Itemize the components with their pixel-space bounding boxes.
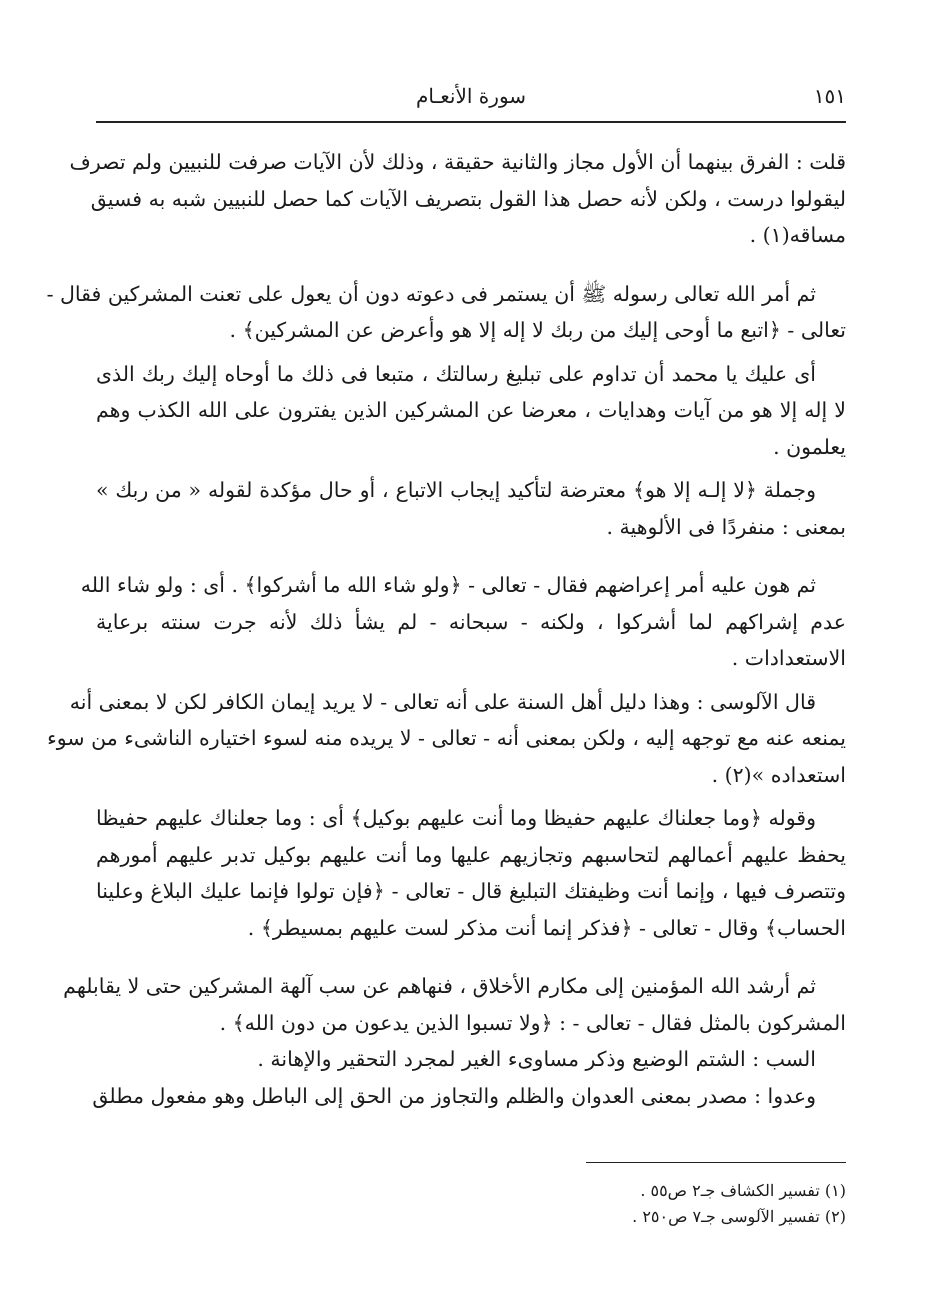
paragraph bbox=[96, 472, 846, 545]
text-line: قال الآلوسى : وهذا دليل أهل السنة على أنه تعالى - لا يريد إيمان الكافر لكن لا بمعنى أنه bbox=[69, 689, 816, 714]
page-number: ١٥١ bbox=[813, 84, 846, 108]
text-line: وعدوا : مصدر بمعنى العدوان والظلم والتجاوز من الحق إلى الباطل وهو مفعول مطلق bbox=[92, 1083, 816, 1108]
body-text bbox=[46, 144, 846, 1114]
footnote: (٢) تفسير الآلوسى جـ٧ ص٢٥٠ . bbox=[632, 1207, 846, 1226]
text-line: وقوله ﴿وما جعلناك عليهم حفيظا وما أنت عليهم بوكيل﴾ أى : وما جعلناك عليهم حفيظا bbox=[96, 806, 816, 830]
paragraph bbox=[96, 1041, 846, 1078]
text-line: ثم أرشد الله المؤمنين إلى مكارم الأخلاق ، فنهاهم عن سب آلهة المشركين حتى لا يقابلهم bbox=[63, 974, 816, 998]
footnote-divider bbox=[586, 1162, 846, 1163]
footnote: (١) تفسير الكشاف جـ٢ ص٥٥ . bbox=[640, 1181, 846, 1200]
text-line: قلت : الفرق بينهما أن الأول مجاز والثانية حقيقة ، وذلك لأن الآيات صرفت للنبيين ولم تصرف bbox=[69, 150, 846, 174]
text-line: تعالى - ﴿اتبع ما أوحى إليك من ربك لا إله إلا هو وأعرض عن المشركين﴾ . bbox=[229, 318, 846, 342]
paragraph bbox=[96, 356, 846, 466]
paragraph bbox=[96, 800, 846, 946]
text-line: مساقه(١) . bbox=[749, 223, 846, 247]
text-line: وجملة ﴿لا إلـه إلا هو﴾ معترضة لتأكيد إيجاب الاتباع ، أو حال مؤكدة لقوله « من ربك » bbox=[96, 478, 816, 502]
text-line: لا إله إلا هو من آيات وهدايات ، معرضا عن المشركين الذين يفترون على الله الكذب وهم bbox=[96, 398, 846, 422]
footnotes bbox=[632, 1178, 846, 1230]
text-line: ليقولوا درست ، ولكن لأنه حصل هذا القول بتصريف الآيات كما حصل للنبيين شبه به فسيق bbox=[90, 186, 846, 211]
text-line: الاستعدادات . bbox=[731, 646, 846, 670]
text-line: عدم إشراكهم لما أشركوا ، ولكنه - سبحانه - لم يشأ ذلك لأنه جرت سنته برعاية bbox=[96, 609, 846, 634]
text-line: بمعنى : منفردًا فى الألوهية . bbox=[606, 514, 846, 539]
text-line: وتتصرف فيها ، وإنما أنت وظيفتك التبليغ قال - تعالى - ﴿فإن تولوا فإنما عليك البلاغ وعلينا bbox=[96, 879, 846, 903]
paragraph bbox=[46, 276, 846, 349]
text-line: يحفظ عليهم أعمالهم لتحاسبهم وتجازيهم عليها وما أنت عليهم بوكيل تدبر عليهم أمورهم bbox=[96, 842, 846, 867]
paragraph bbox=[80, 567, 846, 677]
header-divider bbox=[96, 121, 846, 123]
paragraph bbox=[63, 968, 846, 1041]
page-header bbox=[96, 70, 846, 112]
text-line: ثم هون عليه أمر إعراضهم فقال - تعالى - ﴿ولو شاء الله ما أشركوا﴾ . أى : ولو شاء الله bbox=[80, 573, 816, 597]
paragraph bbox=[69, 144, 846, 254]
text-line: المشركون بالمثل فقال - تعالى - : ﴿ولا تسبوا الذين يدعون من دون الله﴾ . bbox=[219, 1010, 846, 1035]
text-line: أى عليك يا محمد أن تداوم على تبليغ رسالتك ، متبعا فى ذلك ما أوحاه إليك ربك الذى bbox=[96, 361, 816, 386]
text-line: استعداده »(٢) . bbox=[711, 762, 846, 787]
text-line: السب : الشتم الوضيع وذكر مساوىء الغير لمجرد التحقير والإهانة . bbox=[257, 1047, 816, 1071]
text-line: ثم أمر الله تعالى رسوله ﷺ أن يستمر فى دعوته دون أن يعول على تعنت المشركين فقال - bbox=[46, 281, 816, 306]
book-page bbox=[46, 70, 846, 1226]
text-line: يمنعه عنه مع توجهه إليه ، ولكن بمعنى أنه - تعالى - لا يريده منه لسوء اختياره الناشىء من سوء bbox=[47, 726, 846, 750]
paragraph bbox=[47, 684, 846, 794]
text-line: الحساب﴾ وقال - تعالى - ﴿فذكر إنما أنت مذكر لست عليهم بمسيطر﴾ . bbox=[247, 915, 846, 940]
surah-title: سورة الأنعـام bbox=[415, 84, 527, 108]
paragraph bbox=[92, 1078, 846, 1115]
text-line: يعلمون . bbox=[773, 434, 846, 459]
